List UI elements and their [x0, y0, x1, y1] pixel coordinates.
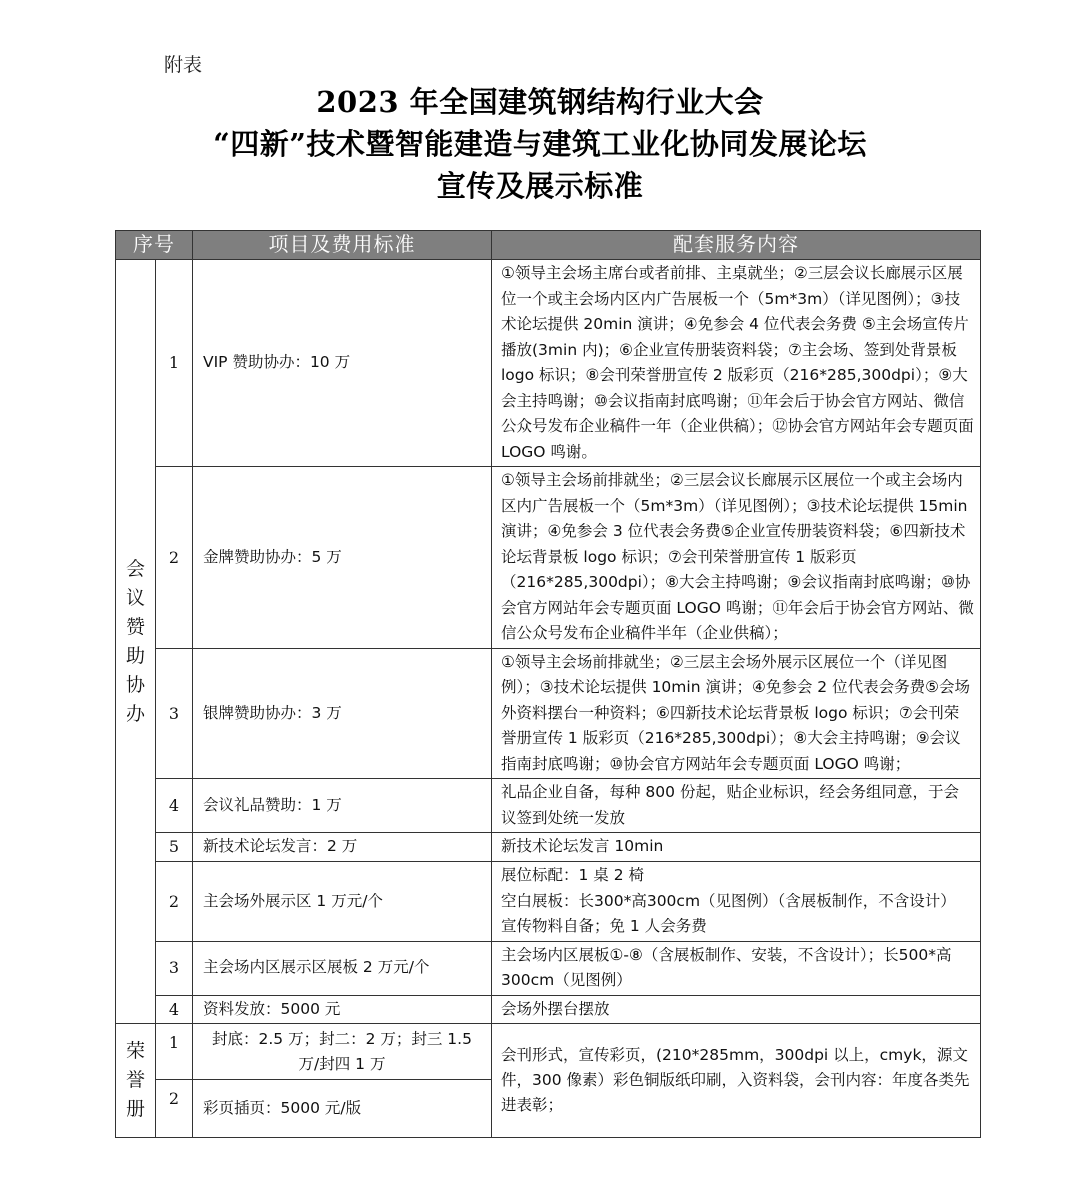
- header-item: 项目及费用标准: [193, 231, 492, 260]
- title-line-3: 宣传及展示标准: [436, 169, 644, 203]
- row-service: ①领导主会场主席台或者前排、主桌就坐；②三层会议长廊展示区展位一个或主会场内区内广告展板一个（5m*3m）（详见图例）；③技术论坛提供 20min 演讲；④免参会 4 位代表会务费 ⑤主会场宣传片播放(3min 内)；⑥企业宣传册装资料袋；⑦主会场、签到处背景板 logo 标识；⑧会刊荣誉册宣传 2 版彩页（216*285,300dpi）；⑨大会主持鸣谢；⑩会议指南封底鸣谢；⑪年会后于协会官方网站、微信公众号发布企业稿件一年（企业供稿）；⑫协会官方网站年会专题页面 LOGO 鸣谢。: [492, 260, 981, 467]
- category-char: 誉: [125, 1069, 145, 1091]
- header-no: 序号: [116, 231, 193, 260]
- row-item: 金牌赞助协办：5 万: [193, 467, 492, 649]
- category-char: 议: [125, 586, 145, 609]
- table-row: [116, 1024, 981, 1080]
- category-char: 办: [125, 702, 145, 725]
- row-item: 新技术论坛发言：2 万: [193, 833, 492, 862]
- attachment-label: 附表: [164, 54, 203, 76]
- row-item: 资料发放：5000 元: [193, 995, 492, 1024]
- row-item: 主会场内区展示区展板 2 万元/个: [193, 941, 492, 995]
- table-row: [116, 467, 981, 649]
- row-no: 2: [156, 862, 193, 942]
- category-meeting-vertical: [116, 555, 155, 729]
- row-service: 会场外摆台摆放: [492, 995, 981, 1024]
- table-row: [116, 833, 981, 862]
- table-row: [116, 779, 981, 833]
- row-item: VIP 赞助协办：10 万: [193, 260, 492, 467]
- row-service: 主会场内区展板①-⑧（含展板制作、安装，不含设计）；长500*高300cm（见图例）: [492, 941, 981, 995]
- row-service: ①领导主会场前排就坐；②三层会议长廊展示区展位一个或主会场内区内广告展板一个（5m*3m）（详见图例）；③技术论坛提供 15min 演讲；④免参会 3 位代表会务费⑤企业宣传册装资料袋；⑥四新技术论坛背景板 logo 标识；⑦会刊荣誉册宣传 1 版彩页（216*285,300dpi）；⑧大会主持鸣谢；⑨会议指南封底鸣谢；⑩协会官方网站年会专题页面 LOGO 鸣谢；⑪年会后于协会官方网站、微信公众号发布企业稿件半年（企业供稿）；: [492, 467, 981, 649]
- category-char: 赞: [125, 615, 145, 638]
- table-row: [116, 648, 981, 779]
- table-header-row: [116, 231, 981, 260]
- row-no: 2: [156, 1080, 193, 1138]
- row-item: 彩页插页：5000 元/版: [193, 1080, 492, 1138]
- row-item: 银牌赞助协办：3 万: [193, 648, 492, 779]
- category-char: 会: [125, 557, 145, 580]
- service-line: 展位标配：1 桌 2 椅: [501, 866, 645, 884]
- service-line: 宣传物料自备；免 1 人会务费: [501, 917, 707, 935]
- row-no: 1: [156, 260, 193, 467]
- row-service: 礼品企业自备，每种 800 份起，贴企业标识，经会务组同意，于会议签到处统一发放: [492, 779, 981, 833]
- category-honor-book: [116, 1024, 156, 1138]
- row-service: 会刊形式，宣传彩页，(210*285mm，300dpi 以上，cmyk，源文件，300 像素）彩色铜版纸印刷，入资料袋，会刊内容：年度各类先进表彰；: [492, 1024, 981, 1138]
- row-no: 5: [156, 833, 193, 862]
- category-meeting-sponsorship: [116, 260, 156, 1024]
- header-service: 配套服务内容: [492, 231, 981, 260]
- category-char: 荣: [125, 1040, 145, 1062]
- table-row: [116, 260, 981, 467]
- row-no: 4: [156, 995, 193, 1024]
- row-no: 3: [156, 941, 193, 995]
- table-row: [116, 995, 981, 1024]
- row-no: 2: [156, 467, 193, 649]
- category-char: 册: [125, 1098, 145, 1120]
- table-row: [116, 862, 981, 942]
- row-item: 封底：2.5 万；封二：2 万；封三 1.5 万/封四 1 万: [193, 1024, 492, 1080]
- service-line: 空白展板：长300*高300cm（见图例）（含展板制作，不含设计）: [501, 891, 956, 910]
- row-no: 3: [156, 648, 193, 779]
- sponsorship-table: [115, 230, 981, 1138]
- category-char: 协: [125, 673, 145, 696]
- title-line-1: 2023 年全国建筑钢结构行业大会: [316, 85, 764, 119]
- row-item: 会议礼品赞助：1 万: [193, 779, 492, 833]
- table-row: [116, 941, 981, 995]
- row-service: ①领导主会场前排就坐；②三层主会场外展示区展位一个（详见图例）；③技术论坛提供 10min 演讲；④免参会 2 位代表会务费⑤会场外资料摆台一种资料；⑥四新技术论坛背景板 logo 标识；⑦会刊荣誉册宣传 1 版彩页（216*285,300dpi）；⑧大会主持鸣谢；⑨会议指南封底鸣谢；⑩协会官方网站年会专题页面 LOGO 鸣谢；: [492, 648, 981, 779]
- row-no: 1: [156, 1024, 193, 1080]
- row-service: [492, 862, 981, 942]
- title-line-2: “四新”技术暨智能建造与建筑工业化协同发展论坛: [213, 127, 867, 161]
- row-no: 4: [156, 779, 193, 833]
- category-char: 助: [125, 644, 145, 667]
- row-item: 主会场外展示区 1 万元/个: [193, 862, 492, 942]
- row-service: 新技术论坛发言 10min: [492, 833, 981, 862]
- category-honor-vertical: [116, 1037, 155, 1124]
